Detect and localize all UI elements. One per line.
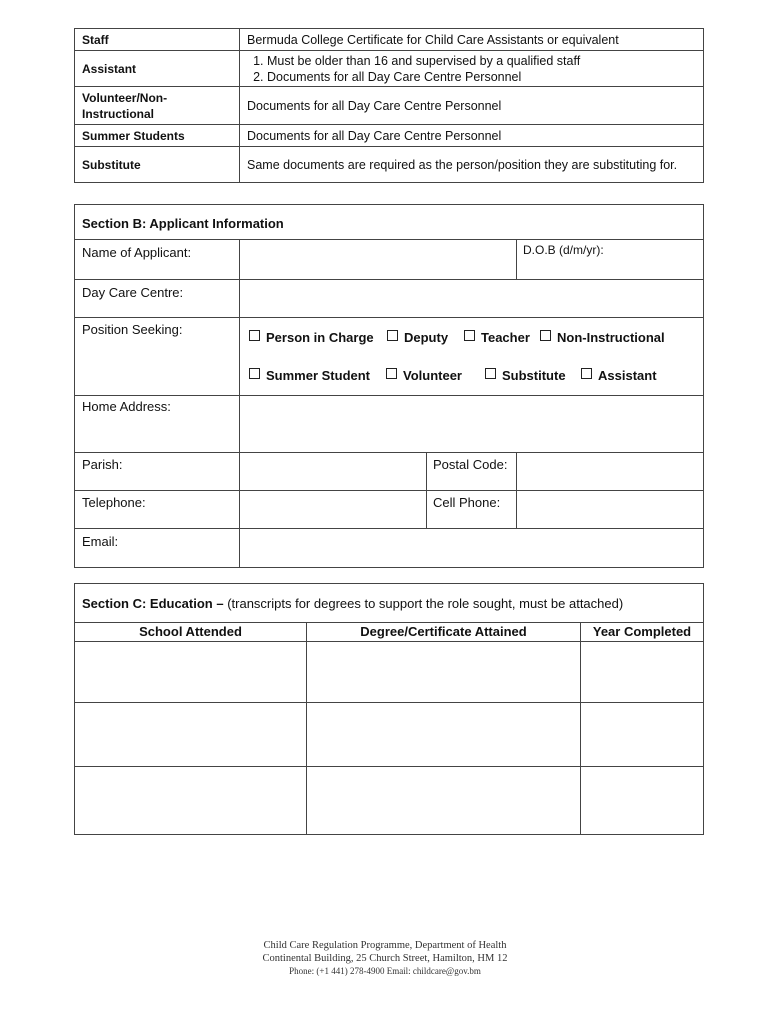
section-c-note: (transcripts for degrees to support the role sought, must be attached) — [223, 596, 624, 611]
parish-field[interactable] — [240, 453, 426, 490]
position-person-in-charge[interactable]: Person in Charge — [249, 330, 374, 345]
name-of-applicant-field[interactable] — [240, 240, 516, 279]
footer-line-3: Phone: (+1 441) 278-4900 Email: childcare@gov.bm — [289, 966, 481, 976]
email-field[interactable] — [240, 529, 703, 567]
section-b-title: Section B: Applicant Information — [82, 216, 284, 231]
section-b-applicant-information — [74, 204, 704, 568]
education-degree-field[interactable] — [307, 642, 580, 702]
dob-field[interactable] — [517, 257, 703, 279]
position-teacher[interactable]: Teacher — [464, 330, 530, 345]
section-c-title: Section C: Education – (transcripts for degrees to support the role sought, must be attached) — [82, 596, 624, 611]
role-assistant: Assistant — [75, 51, 240, 87]
column-degree-certificate: Degree/Certificate Attained — [360, 624, 527, 639]
role-substitute: Substitute — [75, 147, 240, 183]
assistant-item-1: 1. Must be older than 16 and supervised by a qualified staff — [267, 53, 696, 69]
checkbox-icon[interactable] — [249, 330, 260, 341]
telephone-label: Telephone: — [82, 495, 146, 510]
email-label: Email: — [82, 534, 119, 549]
checkbox-icon[interactable] — [386, 368, 397, 379]
day-care-centre-label: Day Care Centre: — [82, 285, 184, 300]
position-non-instructional[interactable]: Non-Instructional — [540, 330, 665, 345]
cell-phone-field[interactable] — [517, 491, 703, 528]
checkbox-icon[interactable] — [485, 368, 496, 379]
checkbox-icon[interactable] — [249, 368, 260, 379]
column-school-attended: School Attended — [139, 624, 242, 639]
footer — [0, 939, 770, 978]
checkbox-icon[interactable] — [581, 368, 592, 379]
position-volunteer[interactable]: Volunteer — [386, 368, 462, 383]
assistant-item-2: 2. Documents for all Day Care Centre Personnel — [267, 69, 696, 85]
home-address-field[interactable] — [240, 396, 703, 452]
position-substitute[interactable]: Substitute — [485, 368, 566, 383]
dob-label: D.O.B (d/m/yr): — [523, 243, 604, 257]
role-summer-students: Summer Students — [75, 125, 240, 147]
requirement-volunteer: Documents for all Day Care Centre Personnel — [240, 87, 704, 125]
role-volunteer: Volunteer/Non-Instructional — [75, 87, 240, 125]
education-degree-field[interactable] — [307, 767, 580, 834]
education-school-field[interactable] — [75, 642, 306, 702]
column-year-completed: Year Completed — [592, 624, 692, 639]
checkbox-icon[interactable] — [387, 330, 398, 341]
home-address-label: Home Address: — [82, 399, 171, 414]
postal-code-field[interactable] — [517, 453, 703, 490]
education-year-field[interactable] — [581, 767, 703, 834]
requirement-assistant — [240, 51, 704, 87]
role-staff: Staff — [75, 29, 240, 51]
name-of-applicant-label: Name of Applicant: — [82, 245, 192, 260]
education-year-field[interactable] — [581, 642, 703, 702]
education-year-field[interactable] — [581, 703, 703, 766]
parish-label: Parish: — [82, 457, 123, 472]
day-care-centre-field[interactable] — [240, 280, 703, 317]
footer-line-1: Child Care Regulation Programme, Department of Health — [263, 940, 507, 951]
position-summer-student[interactable]: Summer Student — [249, 368, 370, 383]
section-c-education — [74, 583, 704, 835]
requirements-table — [74, 28, 704, 183]
education-school-field[interactable] — [75, 703, 306, 766]
postal-code-label: Postal Code: — [433, 457, 508, 472]
requirement-substitute: Same documents are required as the person/position they are substituting for. — [240, 147, 704, 183]
checkbox-icon[interactable] — [540, 330, 551, 341]
cell-phone-label: Cell Phone: — [433, 495, 501, 510]
education-degree-field[interactable] — [307, 703, 580, 766]
checkbox-icon[interactable] — [464, 330, 475, 341]
telephone-field[interactable] — [240, 491, 426, 528]
requirement-summer-students: Documents for all Day Care Centre Personnel — [240, 125, 704, 147]
position-assistant[interactable]: Assistant — [581, 368, 657, 383]
footer-line-2: Continental Building, 25 Church Street, Hamilton, HM 12 — [262, 953, 508, 964]
requirement-staff: Bermuda College Certificate for Child Care Assistants or equivalent — [240, 29, 704, 51]
position-deputy[interactable]: Deputy — [387, 330, 448, 345]
position-seeking-label: Position Seeking: — [82, 322, 183, 337]
education-school-field[interactable] — [75, 767, 306, 834]
